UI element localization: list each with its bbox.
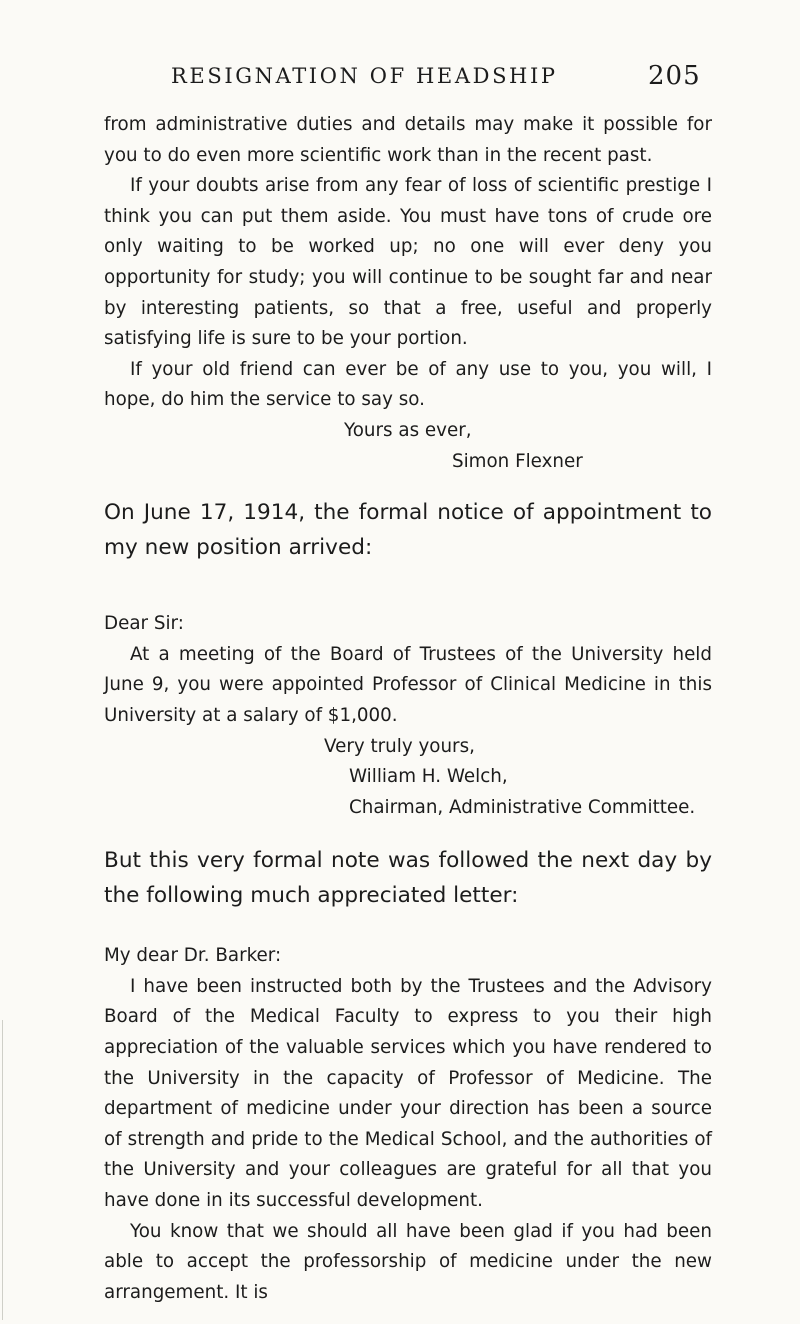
running-head <box>0 61 800 98</box>
narrative-paragraph-2: But this very formal note was followed the next day by the following much appreciated letter: <box>104 848 712 909</box>
letter3-paragraph-1: I have been instructed both by the Trustees and the Advisory Board of the Medical Faculty to express to you their high appreciation of the valuable services which you have rendered to the University in the capacity of Professor of Medicine. The department of medicine under your direction has been a source of strength and pride to the Medical School, and the authorities of the University and your colleagues are grateful for all that you have done in its successful development. <box>104 975 712 1212</box>
letter2-closing: Very truly yours, <box>324 735 475 757</box>
letter1-signature: Simon Flexner <box>452 450 583 472</box>
letter2-paragraph-1: At a meeting of the Board of Trustees of the University held June 9, you were appointed Professor of Clinical Medicine in this University at a salary of $1,000. <box>104 643 712 726</box>
letter2-signature: William H. Welch, <box>349 766 508 788</box>
page-body <box>104 110 712 1308</box>
narrative-paragraph-1: On June 17, 1914, the formal notice of appointment to my new position arrived: <box>104 500 712 561</box>
letter3-paragraph-2: You know that we should all have been glad if you had been able to accept the professorship of medicine under the new arrangement. It is <box>104 1220 712 1303</box>
letter1-paragraph-1: from administrative duties and details may make it possible for you to do even more scientific work than in the recent past. <box>104 114 712 166</box>
letter1-paragraph-3: If your old friend can ever be of any use to you, you will, I hope, do him the service to say so. <box>104 358 712 411</box>
letter2-salutation: Dear Sir: <box>104 613 184 635</box>
letter1-paragraph-2: If your doubts arise from any fear of loss of scientific prestige I think you can put them aside. You must have tons of crude ore only waiting to be worked up; no one will ever deny you opportunity for study; you will continue to be sought far and near by interesting patients, so that a free, useful and properly satisfying life is sure to be your portion. <box>104 175 712 350</box>
letter1-closing: Yours as ever, <box>344 419 472 441</box>
page-edge-line <box>2 1020 3 1320</box>
running-title: RESIGNATION OF HEADSHIP <box>171 64 558 88</box>
letter3-salutation: My dear Dr. Barker: <box>104 945 282 967</box>
letter2-signer-title: Chairman, Administrative Committee. <box>349 796 696 818</box>
page-number: 205 <box>648 61 701 91</box>
